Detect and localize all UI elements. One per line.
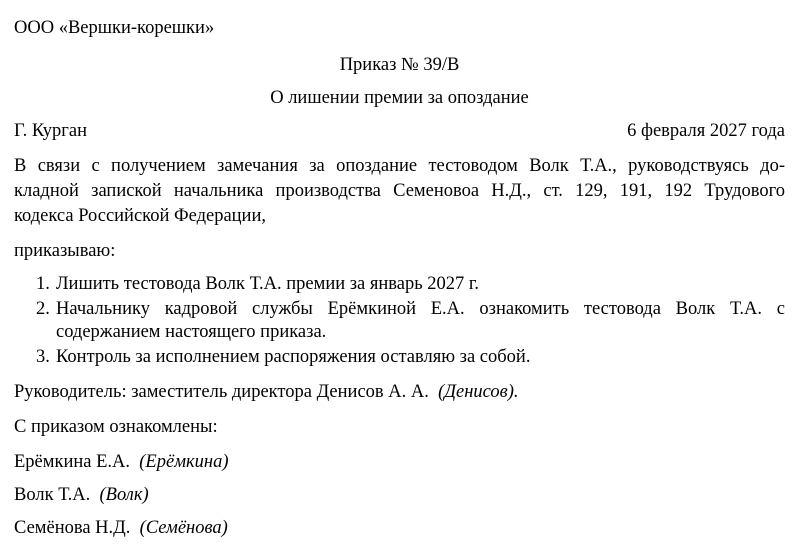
signatory-row — [14, 484, 785, 506]
signatory-row — [14, 517, 785, 539]
order-number: Приказ № 39/В — [339, 55, 460, 75]
signatory-signature: (Волк) — [94, 485, 149, 505]
preamble-line: кодекса Российской Федерации, — [14, 206, 266, 226]
list-item-text: содержанием настоящего приказа. — [56, 322, 327, 342]
signatory-name: Семёнова Н.Д. — [14, 518, 131, 538]
signatory-signature: (Семёнова) — [135, 518, 228, 538]
preamble-line: В связи с получением замечания за опоздание тестоводом Волк Т.А., руководствуясь до- — [14, 156, 785, 176]
signatory-name: Ерёмкина Е.А. — [14, 452, 131, 472]
order-date: 6 февраля 2027 года — [627, 121, 785, 141]
list-item-text: Лишить тестовода Волк Т.А. премии за январь 2027 г. — [56, 274, 480, 294]
head-signature: (Денисов). — [433, 382, 519, 402]
order-word: приказываю: — [14, 241, 116, 261]
signatory-signature: (Ерёмкина) — [134, 452, 229, 472]
list-item-number: 3. — [36, 347, 50, 367]
list-item-number: 1. — [36, 274, 50, 294]
organization-name: ООО «Вершки-корешки» — [14, 18, 215, 38]
list-item-text: Начальнику кадровой службы Ерёмкиной Е.А. ознакомить тестовода Волк Т.А. с — [56, 299, 785, 319]
city: Г. Курган — [14, 121, 88, 141]
signatory-name: Волк Т.А. — [14, 485, 91, 505]
preamble-line: кладной запиской начальника производства Семеновоа Н.Д., ст. 129, 191, 192 Трудового — [14, 181, 785, 201]
head-text: Руководитель: заместитель директора Денисов А. А. — [14, 382, 429, 402]
signatory-row — [14, 451, 785, 473]
place-date-row — [14, 120, 785, 142]
list-item-number: 2. — [36, 299, 50, 319]
head-signature-line — [14, 381, 785, 403]
list-item-text: Контроль за исполнением распоряжения оставляю за собой. — [56, 347, 531, 367]
acquainted-label: С приказом ознакомлены: — [14, 417, 218, 437]
order-subject: О лишении премии за опоздание — [270, 88, 529, 108]
